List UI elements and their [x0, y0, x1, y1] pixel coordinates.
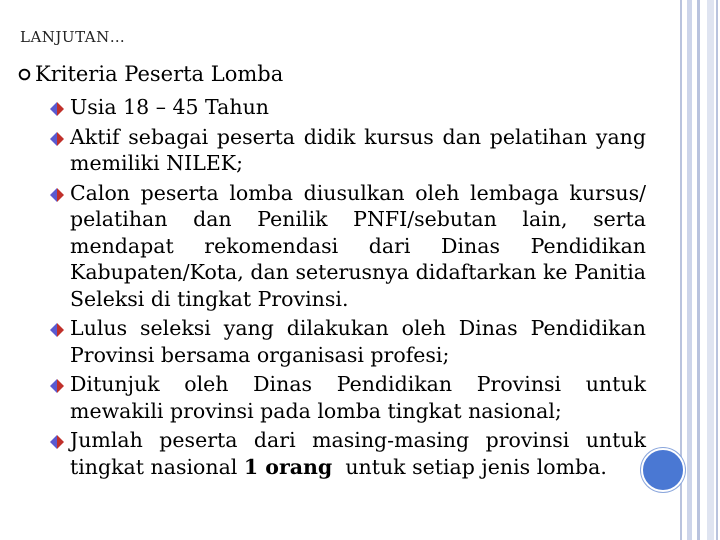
list-item: [48, 180, 646, 313]
list-item-bold-text: 1 orang: [243, 454, 333, 479]
split-diamond-icon: [50, 379, 64, 393]
list-item-text: Usia 18 – 45 Tahun: [70, 95, 269, 119]
decorative-rail: [716, 0, 718, 540]
split-diamond-icon: [50, 132, 64, 146]
list-item-text: [70, 427, 646, 480]
criteria-list: [48, 94, 646, 483]
list-item-text-part: untuk setiap jenis lomba.: [332, 454, 607, 479]
section-heading-text: Kriteria Peserta Lomba: [35, 62, 284, 86]
accent-circle: [641, 448, 685, 492]
list-item: [48, 427, 646, 480]
list-item: [48, 94, 646, 121]
list-item-text: Aktif sebagai peserta didik kursus dan pelatihan yang memiliki NILEK;: [70, 124, 646, 175]
split-diamond-icon: [50, 102, 64, 116]
list-item: [48, 371, 646, 424]
split-diamond-icon: [50, 435, 64, 449]
split-diamond-icon: [50, 188, 64, 202]
decorative-rail: [707, 0, 714, 540]
decorative-rail: [697, 0, 700, 540]
split-diamond-icon: [50, 323, 64, 337]
list-item-text: Ditunjuk oleh Dinas Pendidikan Provinsi untuk mewakili provinsi pada lomba tingkat nasional;: [70, 372, 646, 423]
list-item-text-part: Jumlah peserta dari masing-masing provinsi untuk tingkat nasional: [70, 428, 646, 479]
list-item: [48, 315, 646, 368]
radio-ring-icon: [18, 68, 31, 81]
list-item-text: Calon peserta lomba diusulkan oleh lembaga kursus/ pelatihan dan Penilik PNFI/sebutan lain, serta mendapat rekomendasi dari Dinas Pendidikan Kabupaten/Kota, dan seterusnya didaftarkan ke Panitia Seleksi di tingkat Provinsi.: [70, 180, 646, 311]
slide-title: LANJUTAN…: [20, 28, 126, 46]
decorative-rail: [687, 0, 692, 540]
list-item-text: Lulus seleksi yang dilakukan oleh Dinas Pendidikan Provinsi bersama organisasi profesi;: [70, 316, 646, 367]
list-item: [48, 124, 646, 177]
section-heading: [18, 62, 283, 86]
